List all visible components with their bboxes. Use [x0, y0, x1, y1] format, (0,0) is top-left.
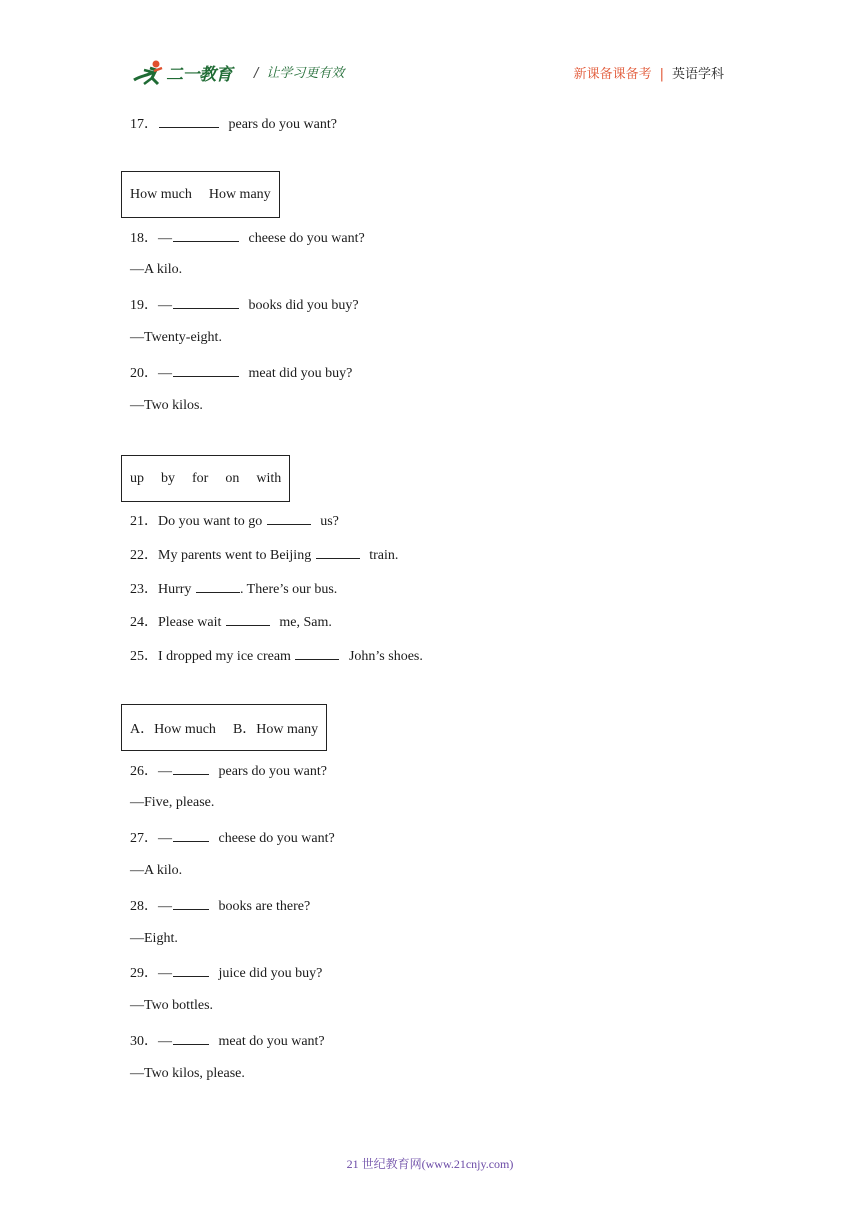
dash: —	[158, 366, 172, 381]
dash: —	[158, 298, 172, 313]
question-23	[130, 580, 337, 598]
word-bank-item: for	[192, 470, 209, 486]
question-text: pears do you want?	[218, 764, 327, 779]
word-bank-1	[121, 171, 280, 218]
answer-blank[interactable]	[316, 546, 360, 559]
word-bank-item: A．How much	[130, 721, 216, 737]
question-text-before: My parents went to Beijing	[158, 548, 312, 563]
question-text: pears do you want?	[228, 117, 337, 132]
question-24	[130, 613, 332, 631]
subject-label: 英语学科	[671, 67, 724, 82]
question-text: meat do you want?	[218, 1034, 325, 1049]
question-text-after: train.	[369, 548, 399, 563]
answer-blank[interactable]	[173, 829, 209, 842]
question-26	[130, 762, 327, 780]
answer-blank[interactable]	[173, 364, 239, 377]
answer-blank[interactable]	[267, 512, 311, 525]
footer-source: 21 世纪教育网(www.21cnjy.com)	[346, 1157, 514, 1171]
answer-blank[interactable]	[226, 613, 270, 626]
question-27	[130, 829, 335, 847]
word-bank-item: with	[256, 470, 282, 486]
question-18	[130, 229, 365, 247]
question-number: 22．	[130, 548, 158, 563]
question-number: 19．	[130, 298, 158, 313]
question-21	[130, 512, 339, 530]
question-text: cheese do you want?	[218, 831, 335, 846]
question-28	[130, 897, 310, 915]
question-text: books are there?	[218, 899, 311, 914]
question-number: 27．	[130, 831, 158, 846]
question-number: 20．	[130, 366, 158, 381]
question-30	[130, 1032, 325, 1050]
answer-blank[interactable]	[173, 762, 209, 775]
question-number: 29．	[130, 966, 158, 981]
slogan-slash: /	[254, 66, 259, 81]
logo-text: 二一教育	[166, 65, 232, 85]
answer-blank[interactable]	[159, 115, 219, 128]
slogan	[254, 62, 344, 81]
header-separator: |	[659, 67, 664, 82]
question-text-after: . There’s our bus.	[239, 582, 338, 597]
word-bank-item: B．How many	[232, 721, 319, 737]
answer-30: —Two kilos, please.	[130, 1066, 245, 1081]
question-text-before: Hurry	[158, 582, 192, 597]
answer-blank[interactable]	[173, 1032, 209, 1045]
answer-19: —Twenty-eight.	[130, 330, 222, 345]
question-number: 18．	[130, 231, 158, 246]
word-bank-2	[121, 455, 290, 502]
question-text: books did you buy?	[248, 298, 359, 313]
question-20	[130, 364, 352, 382]
dash: —	[158, 899, 172, 914]
question-22	[130, 546, 398, 564]
answer-blank[interactable]	[173, 229, 239, 242]
dash: —	[158, 831, 172, 846]
answer-blank[interactable]	[173, 296, 239, 309]
slogan-text: 让学习更有效	[266, 66, 345, 81]
word-bank-item: on	[225, 470, 240, 486]
answer-blank[interactable]	[196, 580, 240, 593]
question-number: 25．	[130, 649, 158, 664]
header-subject-info	[574, 63, 724, 82]
word-bank-3	[121, 704, 327, 751]
answer-18: —A kilo.	[130, 262, 183, 277]
question-text-before: Do you want to go	[158, 514, 263, 529]
answer-20: —Two kilos.	[130, 398, 203, 413]
question-number: 30．	[130, 1034, 158, 1049]
question-25	[130, 647, 423, 665]
question-text: juice did you buy?	[218, 966, 323, 981]
question-number: 24．	[130, 615, 158, 630]
question-text-before: Please wait	[158, 615, 222, 630]
dash: —	[158, 231, 172, 246]
question-text-after: John’s shoes.	[348, 649, 423, 664]
prep-label: 新课备课备考	[573, 67, 652, 82]
question-19	[130, 296, 359, 314]
dash: —	[158, 764, 172, 779]
word-bank-item: How much	[130, 186, 192, 202]
question-text-before: I dropped my ice cream	[158, 649, 291, 664]
question-text-after: me, Sam.	[279, 615, 332, 630]
answer-27: —A kilo.	[130, 863, 183, 878]
dash: —	[158, 1034, 172, 1049]
answer-26: —Five, please.	[130, 795, 215, 810]
answer-28: —Eight.	[130, 931, 178, 946]
question-29	[130, 964, 322, 982]
page-header	[132, 58, 724, 88]
question-number: 21．	[130, 514, 158, 529]
question-17	[130, 115, 337, 133]
question-number: 26．	[130, 764, 158, 779]
answer-29: —Two bottles.	[130, 998, 214, 1013]
answer-blank[interactable]	[173, 897, 209, 910]
question-text: meat did you buy?	[248, 366, 353, 381]
answer-blank[interactable]	[173, 964, 209, 977]
question-number: 23．	[130, 582, 158, 597]
answer-blank[interactable]	[295, 647, 339, 660]
dash: —	[158, 966, 172, 981]
question-text-after: us?	[320, 514, 339, 529]
question-number: 28．	[130, 899, 158, 914]
word-bank-item: How many	[208, 186, 271, 202]
word-bank-item: up	[130, 470, 144, 486]
question-number: 17．	[130, 117, 158, 132]
word-bank-item: by	[161, 470, 175, 486]
question-text: cheese do you want?	[248, 231, 365, 246]
